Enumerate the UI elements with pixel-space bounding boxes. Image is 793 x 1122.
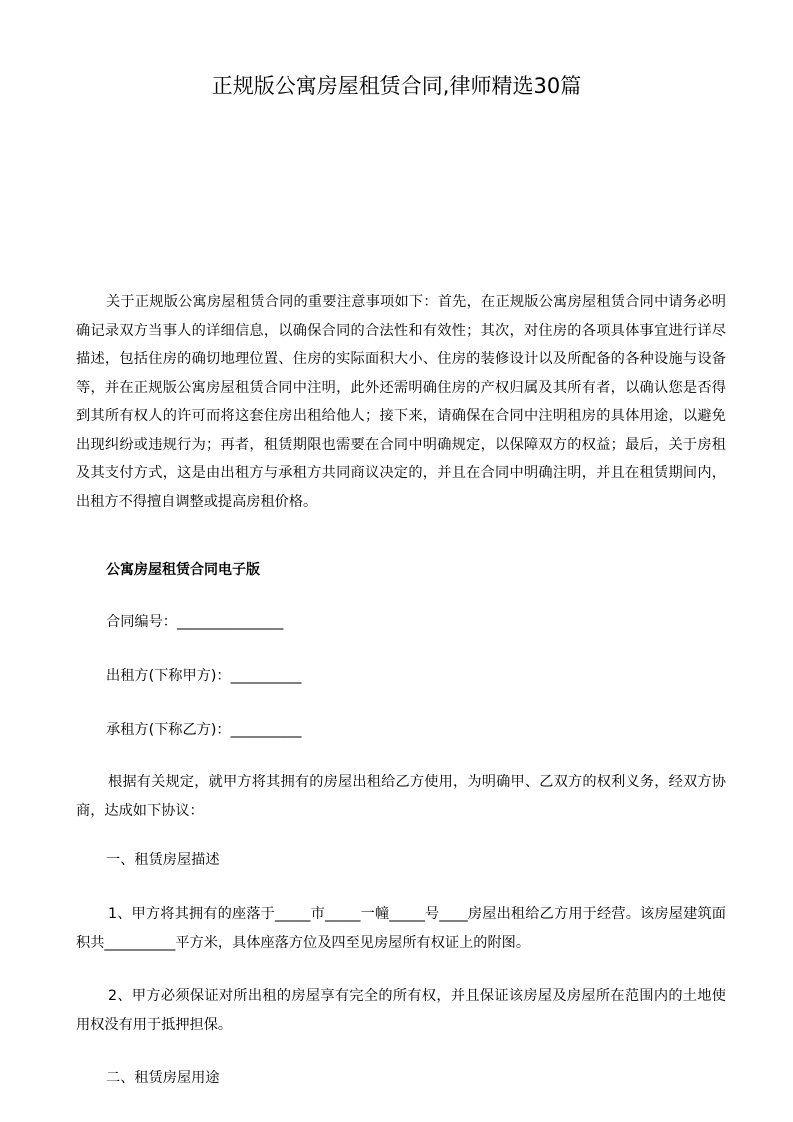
lessor-line: 出租方(下称甲方)：__________ (106, 668, 302, 684)
contract-subtitle: 公寓房屋租赁合同电子版 (106, 562, 260, 578)
preamble-paragraph: 根据有关规定，就甲方将其拥有的房屋出租给乙方使用，为明确甲、乙双方的权利义务，经双方协商，达成如下协议： (76, 774, 726, 819)
document-title: 正规版公寓房屋租赁合同,律师精选30篇 (211, 74, 582, 98)
section-2-heading: 二、租赁房屋用途 (106, 1070, 220, 1086)
contract-number-line: 合同编号：_______________ (106, 614, 284, 630)
section-1-item-2: 2、甲方必须保证对所出租的房屋享有完全的所有权，并且保证该房屋及房屋所在范围内的土地使用权没有用于抵押担保。 (76, 988, 726, 1033)
intro-paragraph: 关于正规版公寓房屋租赁合同的重要注意事项如下：首先，在正规版公寓房屋租赁合同中请务必明确记录双方当事人的详细信息，以确保合同的合法性和有效性；其次，对住房的各项具体事宜进行详尽描述，包括住房的确切地理位置、住房的实际面积大小、住房的装修设计以及所配备的各种设施与设备等，并在正规版公寓房屋租赁合同中注明，此外还需明确住房的产权归属及其所有者，以确认您是否得到其所有权人的许可而将这套住房出租给他人；接下来，请确保在合同中注明租房的具体用途，以避免出现纠纷或违规行为；再者，租赁期限也需要在合同中明确规定，以保障双方的权益；最后，关于房租及其支付方式，这是由出租方与承租方共同商议决定的，并且在合同中明确注明，并且在租赁期间内，出租方不得擅自调整或提高房租价格。 (76, 294, 726, 510)
lessee-line: 承租方(下称乙方)：__________ (106, 722, 302, 738)
section-1-heading: 一、租赁房屋描述 (106, 852, 220, 868)
section-1-item-1: 1、甲方将其拥有的座落于_____市_____一幢_____号____房屋出租给乙方用于经营。该房屋建筑面积共__________平方米，具体座落方位及四至见房屋所有权证上的附图。 (76, 906, 726, 951)
